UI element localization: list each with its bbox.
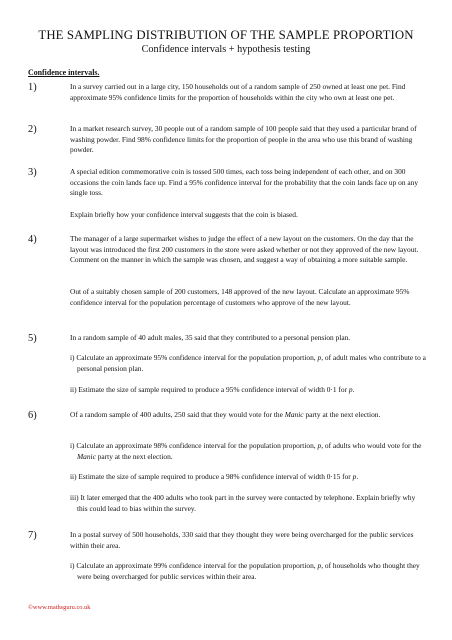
question-part: ii) Estimate the size of sample required to produce a 95% confidence interval of width 0·1 for p.	[70, 385, 355, 394]
question-part: ii) Estimate the size of sample required to produce a 98% confidence interval of width 0·15 for p.	[70, 472, 359, 481]
question-part: i) Calculate an approximate 95% confidence interval for the population proportion, p, of adult males who contribute to a personal pension plan.	[70, 353, 426, 373]
question-part: i) Calculate an approximate 98% confidence interval for the population proportion, p, of adults who would vote for the Manic party at the next election.	[70, 441, 422, 461]
question-number: 2)	[28, 124, 37, 135]
footer-copyright: ©www.mathsguru.co.uk	[28, 604, 91, 611]
question-number: 5)	[28, 333, 37, 344]
question-number: 6)	[28, 410, 37, 421]
question-text: In a survey carried out in a large city, 150 households out of a random sample of 250 owned at least one pet. Find approximate 95% confidence limits for the proportion of households within the city who own at least one pet.	[70, 82, 406, 102]
question-number: 3)	[28, 167, 37, 178]
question-part: i) Calculate an approximate 99% confidence interval for the population proportion, p, of households who thought they were being overcharged for public services within their area.	[70, 561, 420, 581]
question-number: 7)	[28, 530, 37, 541]
question-text: In a random sample of 40 adult males, 35 said that they contributed to a personal pension plan.	[70, 333, 351, 342]
page-title: THE SAMPLING DISTRIBUTION OF THE SAMPLE PROPORTION	[38, 28, 414, 42]
question-number: 1)	[28, 82, 37, 93]
page-subtitle: Confidence intervals + hypothesis testing	[141, 44, 311, 55]
question-part: iii) It later emerged that the 400 adults who took part in the survey were contacted by telephone. Explain briefly why this could lead to bias within the survey.	[70, 493, 416, 513]
question-text: In a postal survey of 500 households, 330 said that they thought they were being overcharged for the public services within their area.	[70, 530, 414, 550]
question-text: Explain briefly how your confidence interval suggests that the coin is biased.	[70, 210, 298, 219]
question-text: A special edition commemorative coin is tossed 500 times, each toss being independent of each other, and on 300 occasions the coin lands face up. Find a 95% confidence interval for the probability that the coin lands face up on any single toss.	[70, 167, 419, 198]
question-text: Of a random sample of 400 adults, 250 said that they would vote for the Manic party at the next election.	[70, 410, 381, 419]
section-heading: Confidence intervals.	[28, 68, 100, 77]
question-text: Out of a suitably chosen sample of 200 customers, 148 approved of the new layout. Calculate an approximate 95% confidence interval for the population percentage of customers who approve of the new layout.	[70, 287, 410, 307]
question-text: In a market research survey, 30 people out of a random sample of 100 people said that they used a particular brand of washing powder. Find 98% confidence limits for the proportion of people in the area who use this brand of washing powder.	[70, 124, 417, 155]
question-number: 4)	[28, 234, 37, 245]
question-text: The manager of a large supermarket wishes to judge the effect of a new layout on the customers. On the day that the layout was introduced the first 200 customers in the store were asked whether or not they approved of the new layout. Comment on the manner in which the sample was chosen, and suggest a way of obtaining a more suitable sample.	[70, 234, 419, 265]
